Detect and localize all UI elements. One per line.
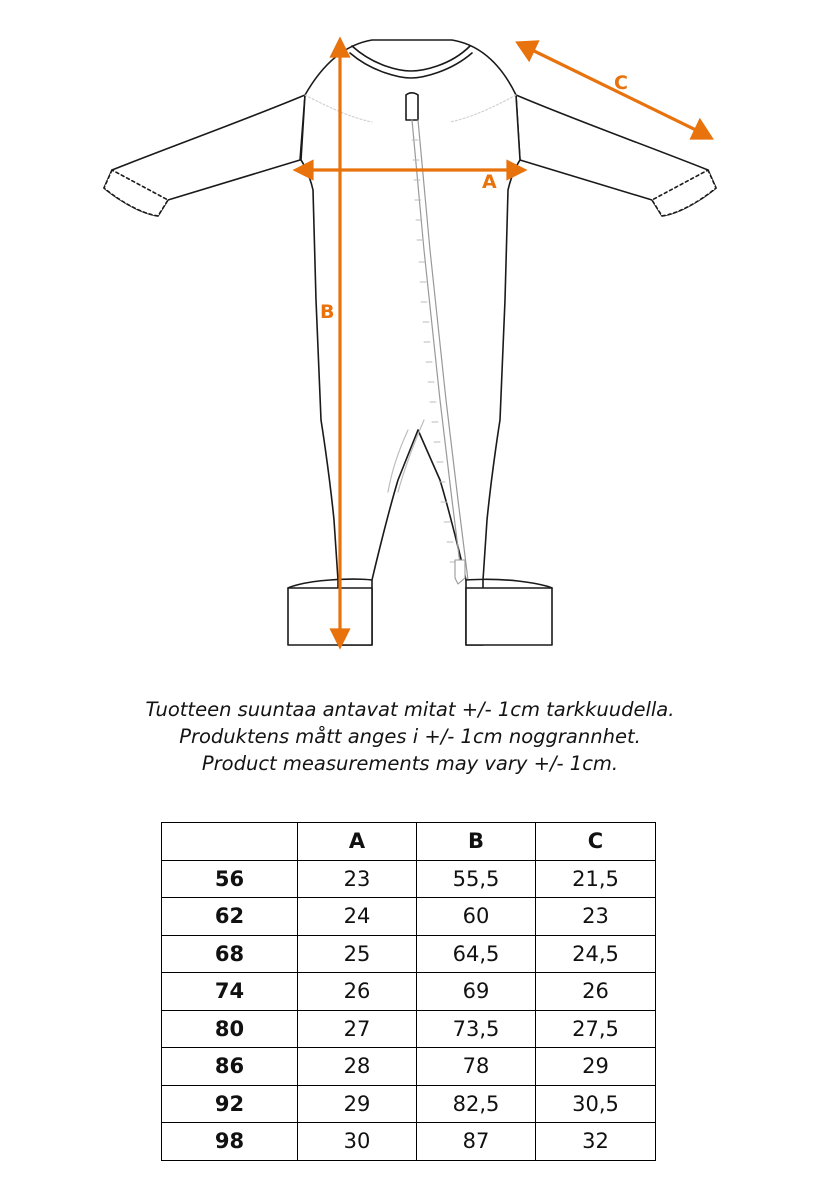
table-row — [162, 860, 656, 898]
table-row — [162, 1085, 656, 1123]
table-header-cell: A — [298, 823, 417, 861]
table-header-cell: C — [536, 823, 656, 861]
size-cell: 86 — [162, 1048, 298, 1086]
table-header-cell: B — [417, 823, 536, 861]
table-header-cell — [162, 823, 298, 861]
note-fi: Tuotteen suuntaa antavat mitat +/- 1cm tarkkuudella. — [145, 698, 675, 721]
measurement-notes — [0, 696, 820, 777]
value-cell-c: 21,5 — [536, 860, 656, 898]
value-cell-b: 69 — [417, 973, 536, 1011]
value-cell-a: 30 — [298, 1123, 417, 1161]
table-row — [162, 935, 656, 973]
size-table-wrapper — [161, 822, 655, 1161]
value-cell-b: 60 — [417, 898, 536, 936]
value-cell-a: 27 — [298, 1010, 417, 1048]
value-cell-a: 25 — [298, 935, 417, 973]
value-cell-b: 64,5 — [417, 935, 536, 973]
value-cell-b: 82,5 — [417, 1085, 536, 1123]
value-cell-a: 24 — [298, 898, 417, 936]
size-cell: 74 — [162, 973, 298, 1011]
measure-label-a: A — [482, 171, 497, 193]
table-row — [162, 1010, 656, 1048]
size-cell: 92 — [162, 1085, 298, 1123]
size-cell: 80 — [162, 1010, 298, 1048]
value-cell-c: 27,5 — [536, 1010, 656, 1048]
table-row — [162, 973, 656, 1011]
measure-label-c: C — [614, 72, 628, 94]
value-cell-c: 29 — [536, 1048, 656, 1086]
table-row — [162, 1123, 656, 1161]
value-cell-c: 26 — [536, 973, 656, 1011]
size-cell: 68 — [162, 935, 298, 973]
value-cell-c: 24,5 — [536, 935, 656, 973]
size-table — [161, 822, 656, 1161]
note-en: Product measurements may vary +/- 1cm. — [201, 752, 619, 775]
value-cell-c: 30,5 — [536, 1085, 656, 1123]
value-cell-a: 28 — [298, 1048, 417, 1086]
size-cell: 56 — [162, 860, 298, 898]
size-cell: 62 — [162, 898, 298, 936]
value-cell-c: 32 — [536, 1123, 656, 1161]
size-cell: 98 — [162, 1123, 298, 1161]
value-cell-c: 23 — [536, 898, 656, 936]
measure-label-b: B — [320, 301, 335, 323]
value-cell-b: 73,5 — [417, 1010, 536, 1048]
table-row — [162, 898, 656, 936]
value-cell-b: 87 — [417, 1123, 536, 1161]
value-cell-b: 78 — [417, 1048, 536, 1086]
value-cell-a: 23 — [298, 860, 417, 898]
table-row — [162, 1048, 656, 1086]
value-cell-a: 26 — [298, 973, 417, 1011]
note-sv: Produktens mått anges i +/- 1cm noggrannhet. — [179, 725, 641, 748]
table-header-row — [162, 823, 656, 861]
value-cell-a: 29 — [298, 1085, 417, 1123]
value-cell-b: 55,5 — [417, 860, 536, 898]
